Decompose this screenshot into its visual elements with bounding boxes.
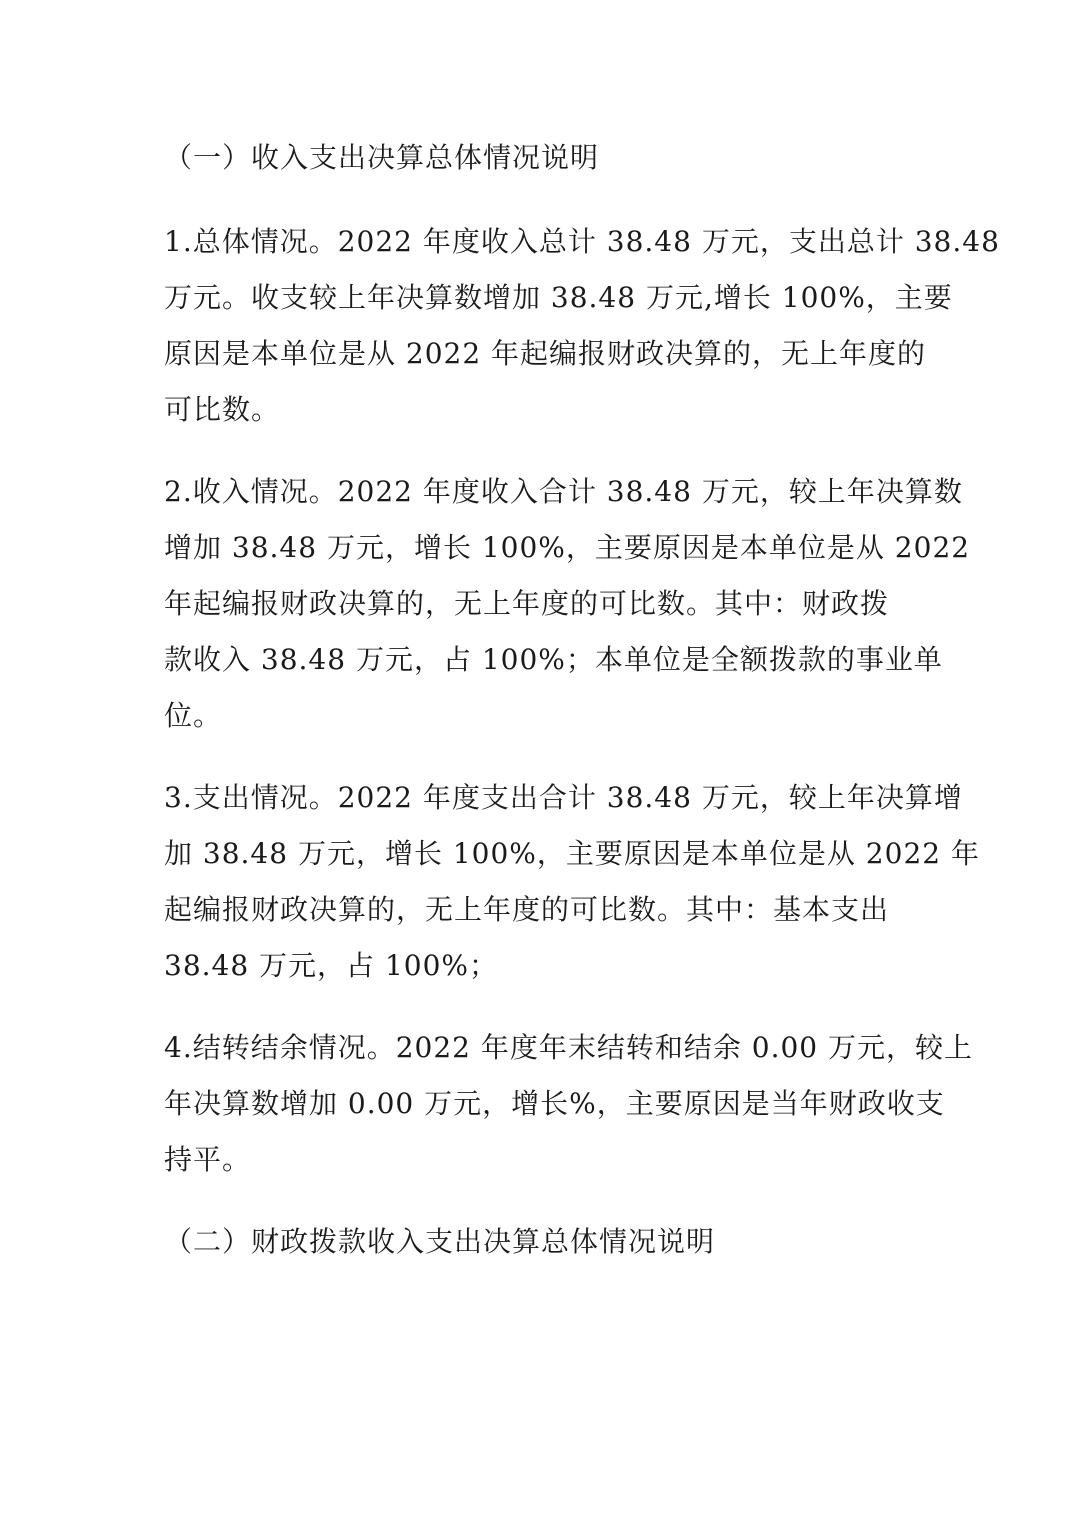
paragraph-line: 年决算数增加 0.00 万元，增长%，主要原因是当年财政收支	[164, 1087, 945, 1120]
paragraph-line: 位。	[164, 699, 223, 732]
paragraph-line: 4.结转结余情况。2022 年度年末结转和结余 0.00 万元，较上	[164, 1031, 974, 1064]
section-heading-1: （一）收入支出决算总体情况说明	[164, 141, 600, 174]
paragraph-line: 可比数。	[164, 393, 281, 426]
paragraph-carryover	[164, 1020, 974, 1188]
paragraph-line: 1.总体情况。2022 年度收入总计 38.48 万元，支出总计 38.48	[164, 225, 1000, 258]
paragraph-line: 加 38.48 万元，增长 100%，主要原因是本单位是从 2022 年	[164, 837, 980, 870]
paragraph-line: 增加 38.48 万元，增长 100%，主要原因是本单位是从 2022	[164, 531, 971, 564]
paragraph-overall	[164, 214, 1000, 438]
paragraph-line: 万元。收支较上年决算数增加 38.48 万元,增长 100%，主要	[164, 281, 953, 314]
section-heading-2: （二）财政拨款收入支出决算总体情况说明	[164, 1225, 716, 1258]
paragraph-line: 原因是本单位是从 2022 年起编报财政决算的，无上年度的	[164, 337, 927, 370]
paragraph-line: 款收入 38.48 万元，占 100%；本单位是全额拨款的事业单	[164, 643, 943, 676]
paragraph-line: 38.48 万元，占 100%；	[164, 949, 499, 982]
paragraph-line: 3.支出情况。2022 年度支出合计 38.48 万元，较上年决算增	[164, 781, 963, 814]
paragraph-line: 年起编报财政决算的，无上年度的可比数。其中：财政拨	[164, 587, 890, 620]
paragraph-income	[164, 464, 971, 744]
paragraph-line: 持平。	[164, 1143, 252, 1176]
paragraph-line: 2.收入情况。2022 年度收入合计 38.48 万元，较上年决算数	[164, 475, 963, 508]
paragraph-line: 起编报财政决算的，无上年度的可比数。其中：基本支出	[164, 893, 890, 926]
paragraph-expenditure	[164, 770, 980, 994]
